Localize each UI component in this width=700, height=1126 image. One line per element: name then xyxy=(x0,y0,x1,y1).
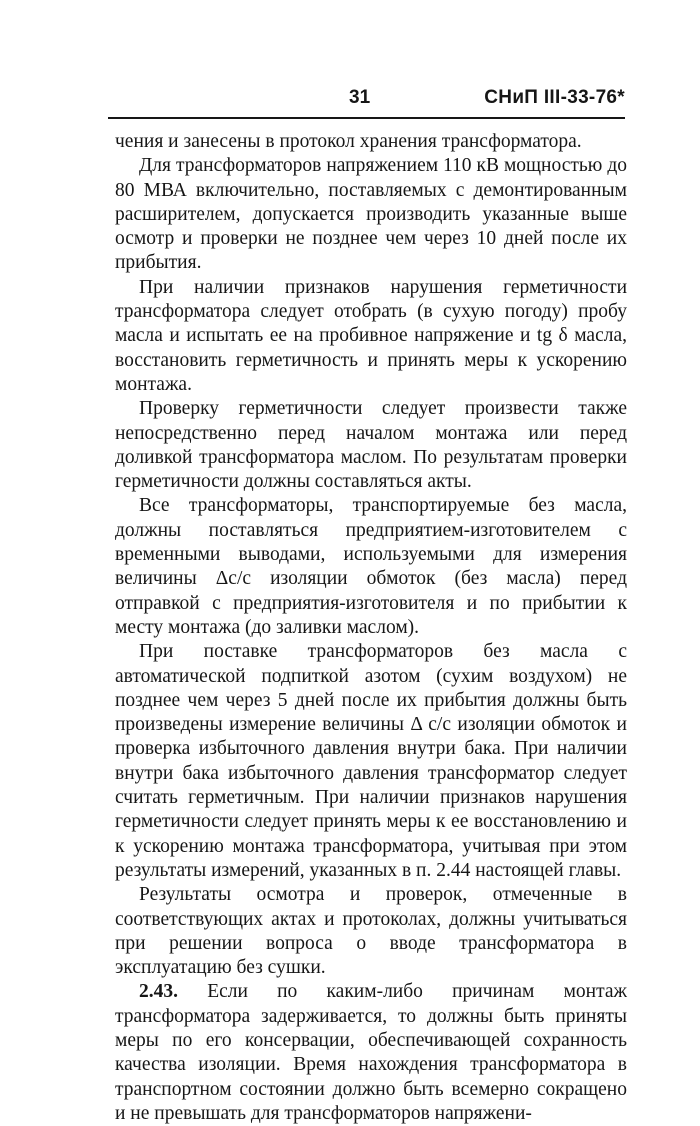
clause-2-43 xyxy=(115,980,627,1126)
document-code: СНиП III-33-76* xyxy=(484,87,625,108)
header-divider xyxy=(108,117,625,119)
paragraph: Результаты осмотра и проверок, отмеченные в соответствующих актах и протоколах, должны учитываться при решении вопроса о вводе трансформатора в эксплуатацию без сушки. xyxy=(115,884,627,979)
paragraph: Проверку герметичности следует произвести также непосредственно перед началом монтажа или перед доливкой трансформатора маслом. По результатам проверки герметичности должны составляться акты. xyxy=(115,398,627,493)
page-number: 31 xyxy=(349,87,371,108)
paragraph: При поставке трансформаторов без масла с автоматической подпиткой азотом (сухим воздухом) не позднее чем через 5 дней после их прибытия должны быть произведены измерение величины Δ c/c изоляции обмоток и проверка избыточного давления внутри бака. При наличии внутри бака избыточного давления трансформатор следует считать герметичным. При наличии признаков нарушения герметичности следует принять меры к ее восстановлению и к ускорению монтажа трансформатора, учитывая при этом результаты измерений, указанных в п. 2.44 настоящей главы. xyxy=(115,641,627,881)
paragraph-continuation: чения и занесены в протокол хранения трансформатора. xyxy=(115,131,582,152)
paragraph: При наличии признаков нарушения герметичности трансформатора следует отобрать (в сухую погоду) пробу масла и испытать ее на пробивное напряжение и tg δ масла, восстановить герметичность и принять меры к ускорению монтажа. xyxy=(115,276,627,395)
paragraph: Для трансформаторов напряжением 110 кВ мощностью до 80 МВА включительно, поставляемых с демонтированным расширителем, допускается производить указанные выше осмотр и проверки не позднее чем через 10 дней после их прибытия. xyxy=(115,155,627,274)
paragraph: Все трансформаторы, транспортируемые без масла, должны поставляться предприятием-изготовителем с временными выводами, используемыми для измерения величины Δc/c изоляции обмоток (без масла) перед отправкой с предприятия-изготовителя и по прибытии к месту монтажа (до заливки маслом). xyxy=(115,495,627,638)
clause-number: 2.43. xyxy=(139,981,178,1003)
body-text xyxy=(115,130,627,1126)
clause-text: Если по каким-либо причинам монтаж трансформатора задерживается, то должны быть приняты меры по его консервации, обеспечивающей сохранность качества изоляции. Время нахождения трансформатора в транспортном состоянии должно быть всемерно сокращено и не превышать для трансформаторов напряжени- xyxy=(115,981,627,1124)
page-header xyxy=(108,86,625,110)
